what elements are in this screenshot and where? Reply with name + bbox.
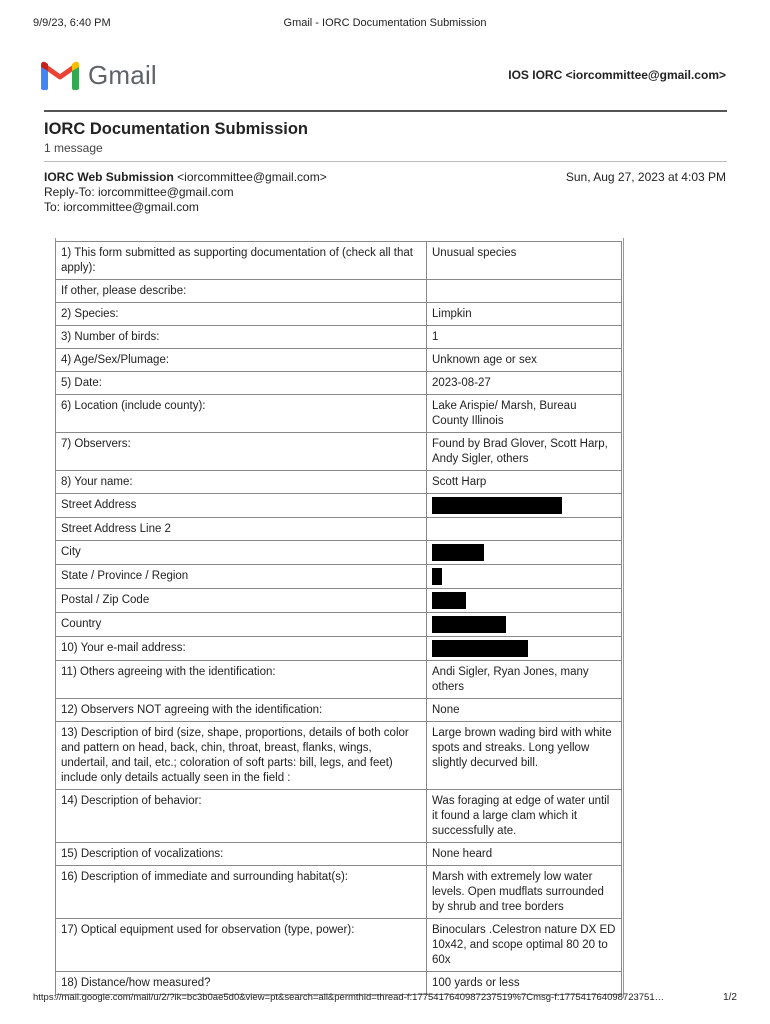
answer-cell: Lake Arispie/ Marsh, Bureau County Illinois	[427, 395, 622, 433]
table-row	[56, 866, 622, 919]
table-row	[56, 565, 622, 589]
redaction-block	[432, 592, 466, 609]
redaction-block	[432, 544, 484, 561]
answer-cell: 2023-08-27	[427, 372, 622, 395]
question-cell: 6) Location (include county):	[56, 395, 427, 433]
answer-cell: 100 yards or less	[427, 972, 622, 995]
question-cell: Postal / Zip Code	[56, 589, 427, 613]
table-row	[56, 326, 622, 349]
gmail-m-icon	[41, 61, 79, 90]
table-row	[56, 518, 622, 541]
table-row	[56, 699, 622, 722]
answer-cell: Limpkin	[427, 303, 622, 326]
reply-to-line: Reply-To: iorcommittee@gmail.com	[44, 185, 234, 199]
account-label: IOS IORC <iorcommittee@gmail.com>	[508, 68, 726, 82]
redaction-block	[432, 640, 528, 657]
table-row	[56, 303, 622, 326]
question-cell: 11) Others agreeing with the identification:	[56, 661, 427, 699]
answer-cell	[427, 589, 622, 613]
to-line: To: iorcommittee@gmail.com	[44, 200, 199, 214]
header-divider	[44, 110, 727, 112]
question-cell: 16) Description of immediate and surrounding habitat(s):	[56, 866, 427, 919]
table-row	[56, 242, 622, 280]
answer-cell: Was foraging at edge of water until it found a large clam which it successfully ate.	[427, 790, 622, 843]
table-row	[56, 494, 622, 518]
message-count: 1 message	[44, 141, 103, 155]
question-cell: Country	[56, 613, 427, 637]
answer-cell	[427, 541, 622, 565]
sender-name: IORC Web Submission	[44, 170, 174, 184]
table-row	[56, 433, 622, 471]
question-cell: 18) Distance/how measured?	[56, 972, 427, 995]
sender-email[interactable]: <iorcommittee@gmail.com>	[177, 170, 327, 184]
question-cell: 13) Description of bird (size, shape, proportions, details of both color and pattern on head, back, chin, throat, breast, flanks, wings, undertail, and tail, etc.; coloration of soft parts: bill, legs, and feet) include only details actually seen in the field :	[56, 722, 427, 790]
message-date: Sun, Aug 27, 2023 at 4:03 PM	[565, 170, 726, 184]
redaction-block	[432, 568, 442, 585]
table-row	[56, 541, 622, 565]
table-row	[56, 843, 622, 866]
answer-cell	[427, 565, 622, 589]
question-cell: 5) Date:	[56, 372, 427, 395]
table-row	[56, 919, 622, 972]
answer-cell: Binoculars .Celestron nature DX ED 10x42, and scope optimal 80 20 to 60x	[427, 919, 622, 972]
answer-cell: Marsh with extremely low water levels. Open mudflats surrounded by shrub and tree borders	[427, 866, 622, 919]
sender-line	[44, 170, 327, 184]
table-row	[56, 637, 622, 661]
table-row	[56, 280, 622, 303]
redaction-block	[432, 497, 562, 514]
question-cell: 17) Optical equipment used for observation (type, power):	[56, 919, 427, 972]
answer-cell: Unknown age or sex	[427, 349, 622, 372]
message-divider	[44, 161, 727, 162]
gmail-logo[interactable]	[41, 58, 166, 92]
table-row	[56, 661, 622, 699]
print-datetime: 9/9/23, 6:40 PM	[33, 17, 111, 29]
answer-cell	[427, 494, 622, 518]
question-cell: 4) Age/Sex/Plumage:	[56, 349, 427, 372]
answer-cell	[427, 518, 622, 541]
table-row	[56, 722, 622, 790]
answer-cell: Unusual species	[427, 242, 622, 280]
question-cell: 7) Observers:	[56, 433, 427, 471]
page-number: 1/2	[723, 992, 737, 1003]
answer-cell: Andi Sigler, Ryan Jones, many others	[427, 661, 622, 699]
thread-subject: IORC Documentation Submission	[44, 120, 309, 138]
answer-cell: None	[427, 699, 622, 722]
question-cell: State / Province / Region	[56, 565, 427, 589]
table-row	[56, 589, 622, 613]
answer-cell	[427, 637, 622, 661]
question-cell: City	[56, 541, 427, 565]
print-url: https://mail.google.com/mail/u/2/?ik=bc3b0ae5d0&view=pt&search=all&permthid=thread-f:1775417640987237519%7Cmsg-f:177541764098723751…	[33, 992, 665, 1003]
table-row	[56, 395, 622, 433]
question-cell: 10) Your e-mail address:	[56, 637, 427, 661]
question-cell: 1) This form submitted as supporting documentation of (check all that apply):	[56, 242, 427, 280]
answer-cell: 1	[427, 326, 622, 349]
table-row	[56, 372, 622, 395]
submission-table	[55, 241, 622, 995]
print-title: Gmail - IORC Documentation Submission	[283, 17, 487, 29]
question-cell: 3) Number of birds:	[56, 326, 427, 349]
table-row	[56, 349, 622, 372]
question-cell: Street Address Line 2	[56, 518, 427, 541]
answer-cell: Scott Harp	[427, 471, 622, 494]
answer-cell: Found by Brad Glover, Scott Harp, Andy Sigler, others	[427, 433, 622, 471]
question-cell: If other, please describe:	[56, 280, 427, 303]
question-cell: Street Address	[56, 494, 427, 518]
question-cell: 8) Your name:	[56, 471, 427, 494]
table-row	[56, 471, 622, 494]
gmail-wordmark: Gmail	[88, 59, 157, 90]
question-cell: 15) Description of vocalizations:	[56, 843, 427, 866]
question-cell: 2) Species:	[56, 303, 427, 326]
table-row	[56, 613, 622, 637]
question-cell: 14) Description of behavior:	[56, 790, 427, 843]
answer-cell	[427, 613, 622, 637]
answer-cell: None heard	[427, 843, 622, 866]
answer-cell: Large brown wading bird with white spots and streaks. Long yellow slightly decurved bill.	[427, 722, 622, 790]
redaction-block	[432, 616, 506, 633]
answer-cell	[427, 280, 622, 303]
table-row	[56, 790, 622, 843]
question-cell: 12) Observers NOT agreeing with the identification:	[56, 699, 427, 722]
